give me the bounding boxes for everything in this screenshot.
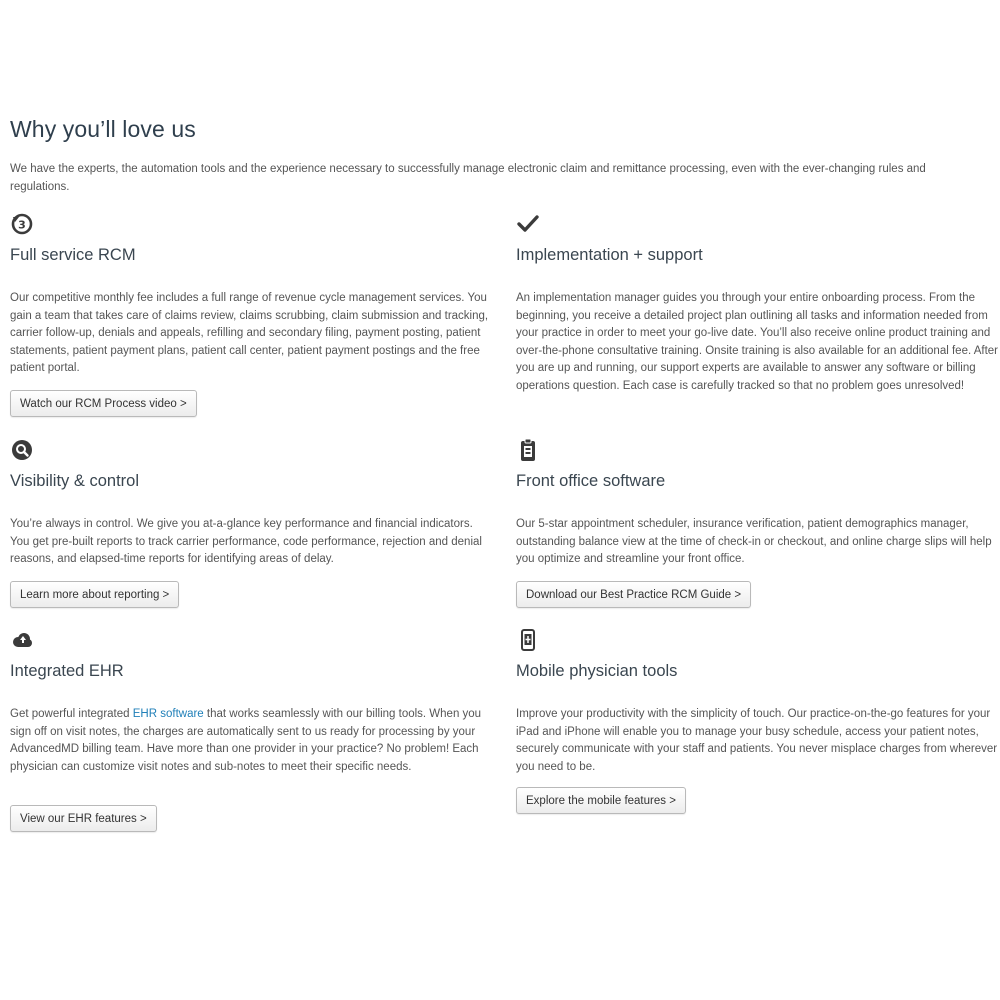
feature-integrated-ehr [10,628,492,838]
feature-description: Our 5-star appointment scheduler, insurance verification, patient demographics manager, outstanding balance view at the time of check-in or checkout, and online charge slips will help you optimize and streamline your front office. [516,518,992,566]
feature-title: Implementation + support [516,246,703,264]
feature-title: Integrated EHR [10,662,124,680]
feature-title: Full service RCM [10,246,136,264]
magnifier-icon [10,438,34,462]
page-title: Why you’ll love us [10,116,196,142]
feature-front-office-software [516,438,998,618]
view-ehr-features-button[interactable]: View our EHR features > [10,805,157,832]
feature-implementation-support [516,212,998,422]
description-text: Get powerful integrated [10,708,133,720]
feature-title: Front office software [516,472,666,490]
clipboard-icon [516,438,540,462]
feature-visibility-control [10,438,492,618]
feature-description: You’re always in control. We give you at-a-glance key performance and financial indicators. You get pre-built reports to track carrier performance, code performance, rejection and denial reasons, and elapsed-time reports for identifying areas of delay. [10,518,482,566]
feature-full-service-rcm [10,212,492,422]
learn-more-reporting-button[interactable]: Learn more about reporting > [10,581,179,608]
explore-mobile-features-button[interactable]: Explore the mobile features > [516,787,686,814]
feature-description [10,706,492,776]
feature-description: Improve your productivity with the simplicity of touch. Our practice-on-the-go features for your iPad and iPhone will enable you to manage your busy schedule, access your patient notes, securely communicate with your staff and patients. You never misplace charges from wherever you need to be. [516,708,998,773]
feature-description: Our competitive monthly fee includes a full range of revenue cycle management services. You gain a team that takes care of claims review, claims scrubbing, claim submission and tracking, carrier follow-up, denials and appeals, refilling and secondary filing, payment posting, patient statements, patient payment plans, patient call center, patient payment postings and the free patient portal. [10,292,489,375]
watch-rcm-video-button[interactable]: Watch our RCM Process video > [10,390,197,417]
feature-title: Visibility & control [10,472,139,490]
three-arrow-cycle-icon [10,212,34,236]
checkmark-icon [516,212,540,236]
description-text: that works seamlessly with our billing tools. When you sign off on visit notes, the charges are automatically sent to us ready for processing by your AdvancedMD billing team. Have more than one provider in your practice? No problem! Each physician can customize visit notes and sub-notes to meet their specific needs. [10,708,482,773]
feature-mobile-physician-tools [516,628,998,818]
download-rcm-guide-button[interactable]: Download our Best Practice RCM Guide > [516,581,751,608]
ehr-software-link[interactable]: EHR software [132,708,204,720]
feature-title: Mobile physician tools [516,662,678,680]
feature-description: An implementation manager guides you through your entire onboarding process. From the beginning, you receive a detailed project plan outlining all tasks and information needed from your practice in order to meet your go-live date. You’ll also receive online product training and over-the-phone consultative training. Onsite training is also available for an additional fee. After you are up and running, our support experts are available to answer any software or billing operations question. Each case is carefully tracked so that no problem goes unresolved! [516,292,999,392]
intro-text: We have the experts, the automation tools and the experience necessary to successfully manage electronic claim and remittance processing, even with the ever-changing rules and regulations. [10,163,926,193]
cloud-icon [10,628,34,652]
svg-text:3: 3 [18,218,26,232]
mobile-phone-icon [516,628,540,652]
